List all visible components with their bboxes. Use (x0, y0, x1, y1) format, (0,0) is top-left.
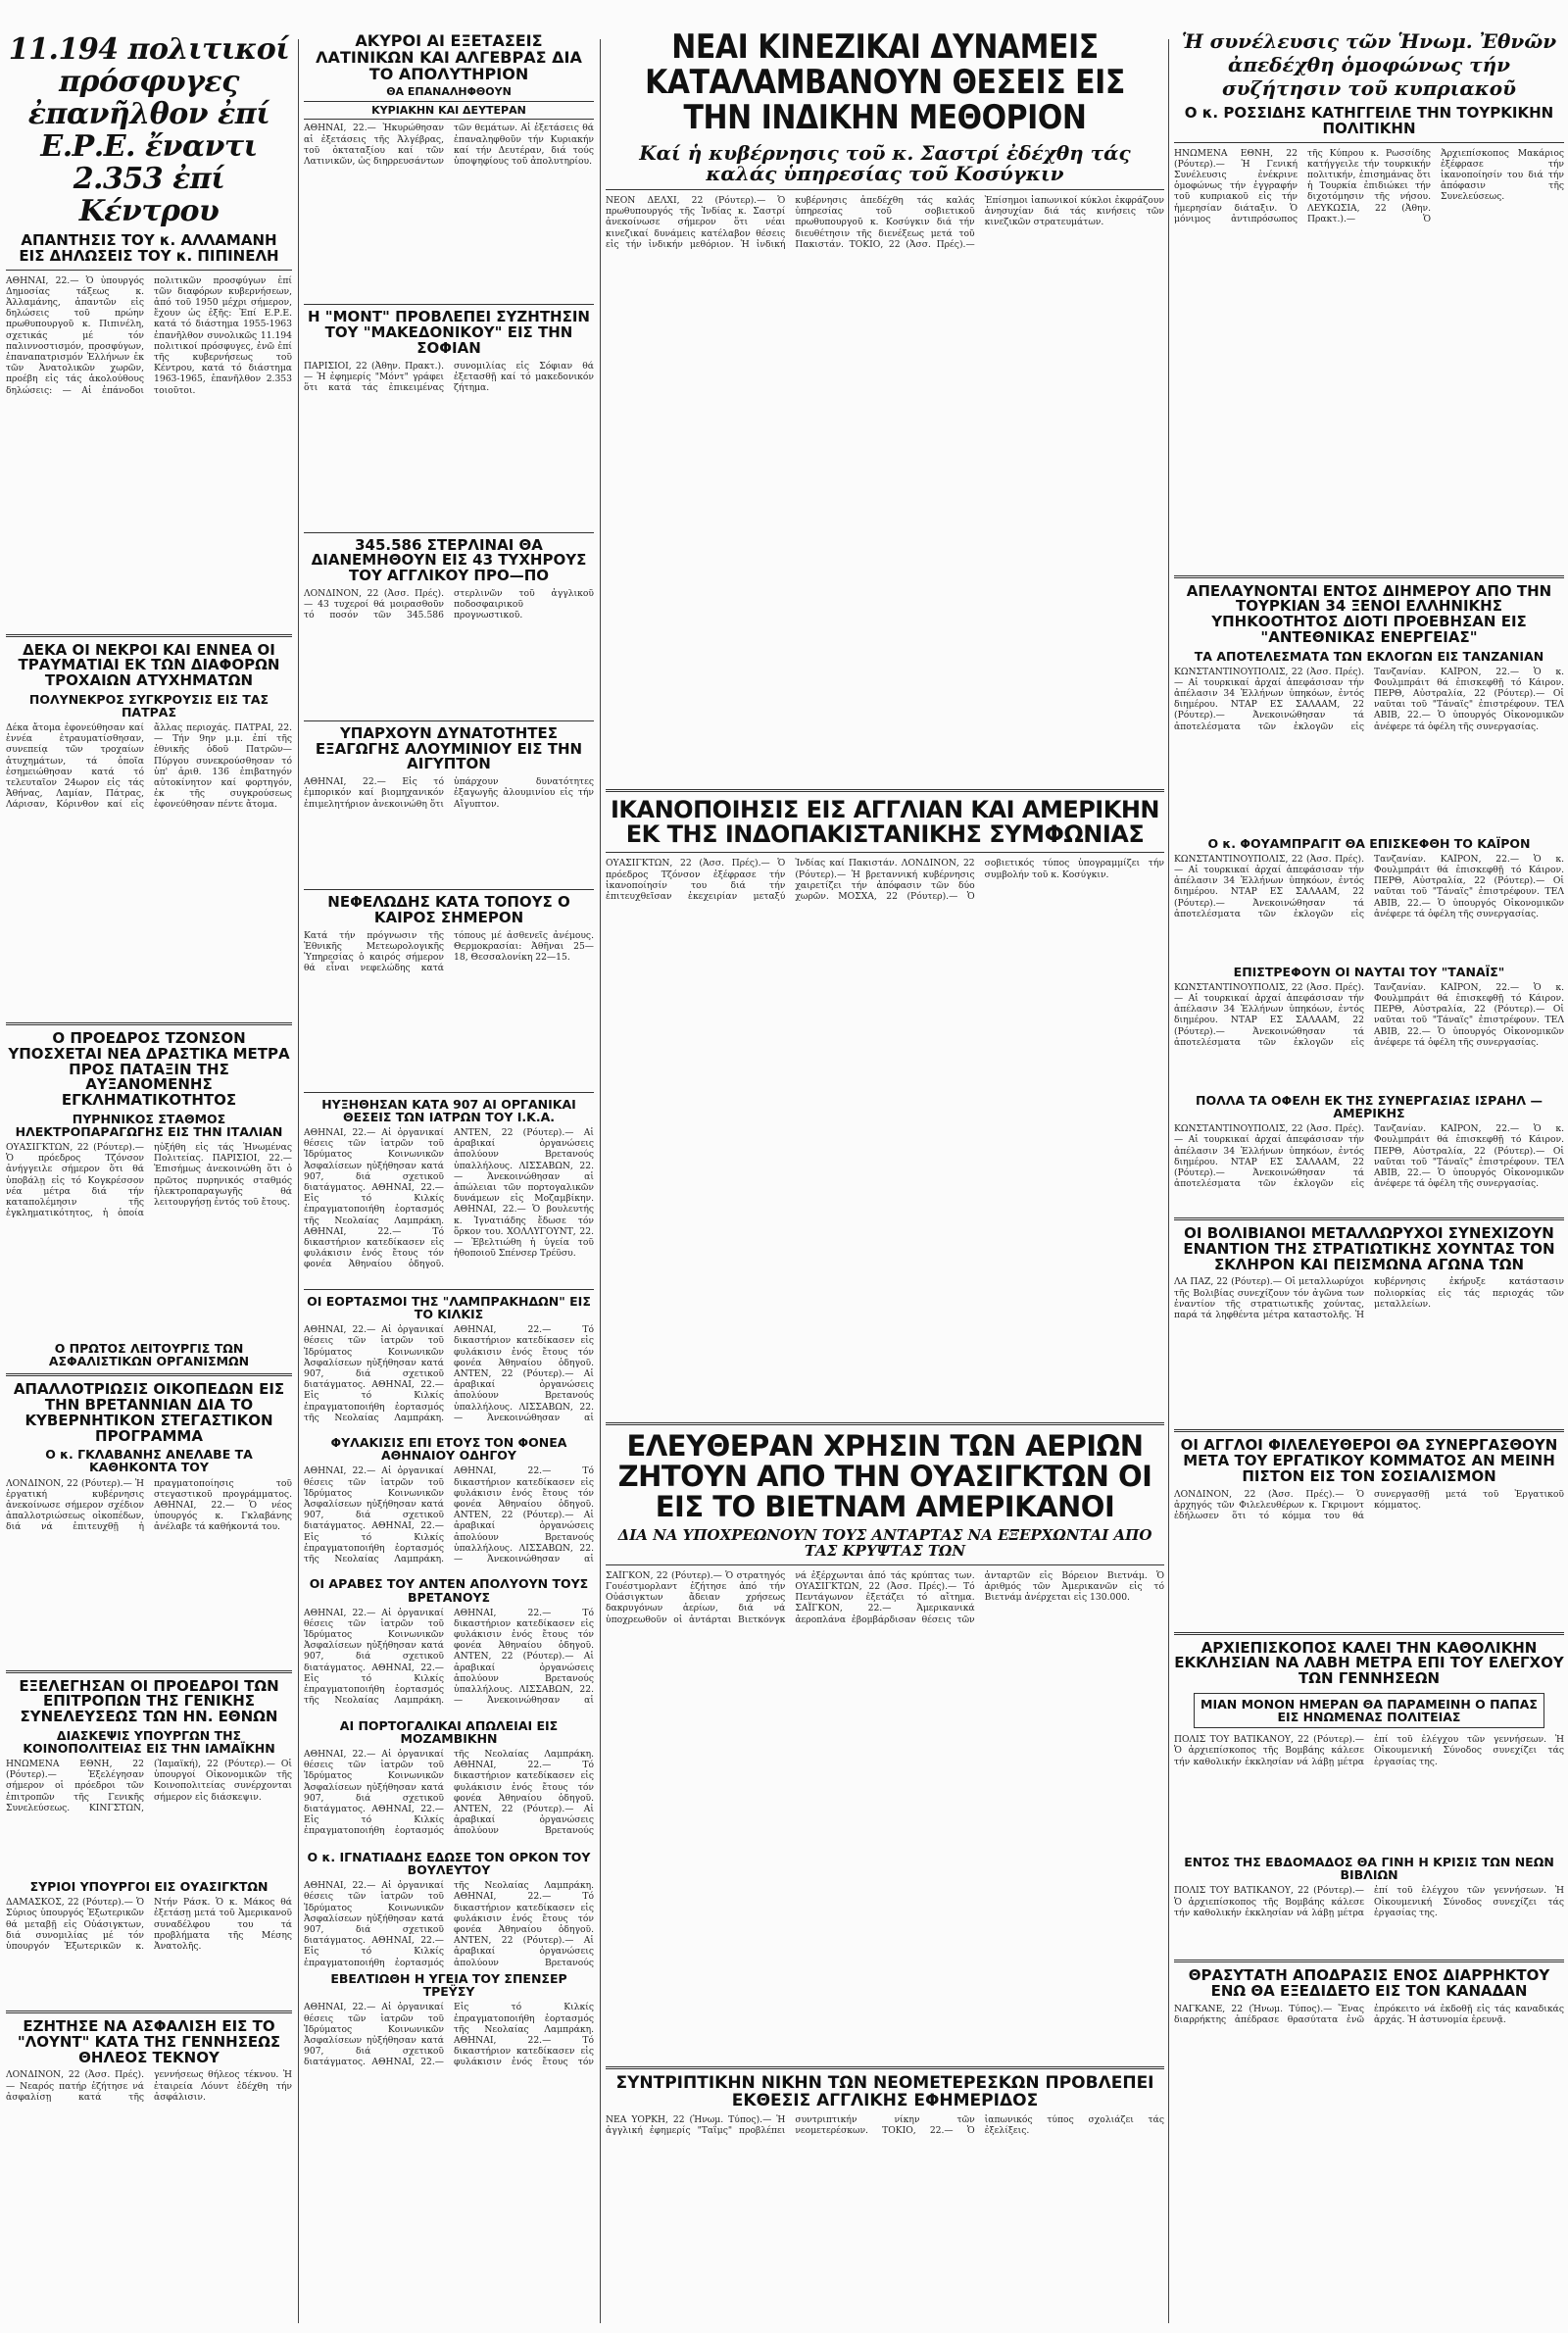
subheadline-tanais-sailors: ΕΠΙΣΤΡΕΦΟΥΝ ΟΙ ΝΑΥΤΑΙ ΤΟΥ "ΤΑΝΑΪΣ" (1233, 964, 1505, 979)
subheadline-tanzania-elections: ΤΑ ΑΠΟΤΕΛΕΣΜΑΤΑ ΤΩΝ ΕΚΛΟΓΩΝ ΕΙΣ ΤΑΝΖΑΝΙΑΝ (1194, 648, 1544, 664)
headline-pools-winners: 345.586 ΣΤΕΡΛΙΝΑΙ ΘΑ ΔΙΑΝΕΜΗΘΟΥΝ ΕΙΣ 43 ΤΥΧΗΡΟΥΣ ΤΟΥ ΑΓΓΛΙΚΟΥ ΠΡΟ—ΠΟ (311, 535, 587, 585)
article-text: ΛΟΝΔΙΝΟΝ, 22 (Ρόυτερ).— Ἡ ἐργατική κυβέρνησις ἀνεκοίνωσε σήμερον σχέδιον ἀπαλλοτριώσεως οἰκοπέδων, διά νά ἐπιτευχθῇ ἡ πραγματοποίησις τοῦ στεγαστικοῦ προγράμματος. ΑΘΗΝΑΙ, 22.— Ὁ νέος ὑπουργός κ. Γκλαβάνης ἀνέλαβε τά καθήκοντά του. (6, 1477, 292, 1533)
article-text: ΑΘΗΝΑΙ, 22.— Ἠκυρώθησαν αἱ ἐξετάσεις τῆς Ἀλγέβρας, τοῦ ὀκταταξίου καί τῶν Λατινικῶν, ὡς διηρρευσάντων τῶν θεμάτων. Αἱ ἐξετάσεις θά ἐπαναληφθοῦν τήν Κυριακήν καί τήν Δευτέραν, διά τούς ὑποψηφίους τοῦ ἀπολυτηρίου. (304, 123, 594, 167)
headline-exams-cancelled: ΑΚΥΡΟΙ ΑΙ ΕΞΕΤΑΣΕΙΣ ΛΑΤΙΝΙΚΩΝ ΚΑΙ ΑΛΓΕΒΡΑΣ ΔΙΑ ΤΟ ΑΠΟΛΥΤΗΡΙΟΝ (316, 31, 582, 83)
subheadline-pope-us-visit: ΜΙΑΝ ΜΟΝΟΝ ΗΜΕΡΑΝ ΘΑ ΠΑΡΑΜΕΙΝΗ Ο ΠΑΠΑΣ ΕΙΣ ΗΝΩΜΕΝΑΣ ΠΟΛΙΤΕΙΑΣ (1194, 1693, 1544, 1728)
article-text: ΑΘΗΝΑΙ, 22.— Αἱ ὀργανικαί θέσεις τῶν ἰατρῶν τοῦ Ἱδρύματος Κοινωνικῶν Ἀσφαλίσεων ηὐξήθησαν κατά 907, διά σχετικοῦ διατάγματος. ΑΘΗΝΑΙ, 22.— Εἰς τό Κιλκίς ἐπραγματοποιήθη ἑορτασμός τῆς Νεολαίας Λαμπράκη. ΑΘΗΝΑΙ, 22.— Τό δικαστήριον κατεδίκασεν εἰς φυλάκισιν ἑνός ἔτους τόν φονέα Ἀθηναίου ὁδηγοῦ. ΑΝΤΕΝ, 22 (Ρόυτερ).— Αἱ ἀραβικαί ὀργανώσεις ἀπολύουν Βρετανούς ὑπαλλήλους. ΛΙΣΣΑΒΩΝ, 22.— Ἀνεκοινώθησαν αἱ (304, 1465, 594, 1565)
article-text: ΗΝΩΜΕΝΑ ΕΘΝΗ, 22 (Ρόυτερ).— Ἐξελέγησαν σήμερον οἱ πρόεδροι τῶν ἐπιτροπῶν τῆς Γενικῆς Συνελεύσεως. ΚΙΝΓΣΤΩΝ, (Ἰαμαϊκή), 22 (Ρόυτερ).— Οἱ ὑπουργοί Οἰκονομικῶν τῆς Κοινοπολιτείας συνέρχονται σήμερον εἰς διάσκεψιν. (6, 1759, 292, 1813)
article-text: ΑΘΗΝΑΙ, 22.— Αἱ ὀργανικαί θέσεις τῶν ἰατρῶν τοῦ Ἱδρύματος Κοινωνικῶν Ἀσφαλίσεων ηὐξήθησαν κατά 907, διά σχετικοῦ διατάγματος. ΑΘΗΝΑΙ, 22.— Εἰς τό Κιλκίς ἐπραγματοποιήθη ἑορτασμός τῆς Νεολαίας Λαμπράκη. ΑΘΗΝΑΙ, 22.— Τό δικαστήριον κατεδίκασεν εἰς φυλάκισιν ἑνός ἔτους τόν φονέα Ἀθηναίου ὁδηγοῦ. ΑΝΤΕΝ, 22 (Ρόυτερ).— Αἱ ἀραβικαί ὀργανώσεις ἀπολύουν Βρετανούς (304, 1748, 594, 1837)
headline-tracy-health: ΕΒΕΛΤΙΩΘΗ Η ΥΓΕΙΑ ΤΟΥ ΣΠΕΝΣΕΡ ΤΡΕΫΣΥ (330, 1971, 567, 2000)
article-text: ΑΘΗΝΑΙ, 22.— Ὁ ὑπουργός Δημοσίας τάξεως κ. Ἀλλαμάνης, ἀπαντῶν εἰς δηλώσεις τοῦ πρώην πρωθυπουργοῦ κ. Πιπινέλη, σχετικάς μέ τόν παλιννοστισμόν, προσφύγων, ἐπαναπατρισμόν Ἑλλήνων ἐκ τῶν Ἀνατολικῶν χωρῶν, προέβη εἰς τάς ἀκολούθους δηλώσεις: — Αἱ ἐπάνοδοι πολιτικῶν προσφύγων ἐπί τῶν διαφόρων κυβερνήσεων, ἀπό τοῦ 1950 μέχρι σήμερον, ἔχουν ὡς ἑξῆς: Ἐπί Ε.Ρ.Ε. κατά τό διάστημα 1955-1963 ἐπανῆλθον συνολικῶς 11.194 πολιτικοί πρόσφυγες, ἐνῶ ἐπί τῆς κυβερνήσεως τοῦ Κέντρου, κατά τό διάστημα 1963-1965, ἐπανῆλθον 2.353 τοιοῦτοι. (6, 274, 292, 396)
column-2 (304, 0, 594, 2329)
article-text: ΟΥΑΣΙΓΚΤΩΝ, 22 (Ἀσσ. Πρές).— Ὁ πρόεδρος Τζόνσον ἐξέφρασε τήν ἱκανοποίησίν του διά τήν ἐπιτευχθεῖσαν ἐκεχειρίαν μεταξύ Ἰνδίας καί Πακιστάν. ΛΟΝΔΙΝΟΝ, 22 (Ρόυτερ).— Ἡ βρεταννική κυβέρνησις χαιρετίζει τήν ἀπόφασιν τῶν δύο χωρῶν. ΜΟΣΧΑ, 22 (Ρόυτερ).— Ὁ σοβιετικός τύπος ὑπογραμμίζει τήν συμβολήν τοῦ κ. Κοσύγκιν. (606, 858, 1164, 902)
article-text: ΑΘΗΝΑΙ, 22.— Εἰς τό ἐμπορικόν καί βιομηχανικόν ἐπιμελητήριον ἀνεκοινώθη ὅτι ὑπάρχουν δυνατότητες ἐξαγωγῆς ἀλουμινίου εἰς τήν Αἴγυπτον. (304, 776, 594, 810)
article-text: ΑΘΗΝΑΙ, 22.— Αἱ ὀργανικαί θέσεις τῶν ἰατρῶν τοῦ Ἱδρύματος Κοινωνικῶν Ἀσφαλίσεων ηὐξήθησαν κατά 907, διά σχετικοῦ διατάγματος. ΑΘΗΝΑΙ, 22.— Εἰς τό Κιλκίς ἐπραγματοποιήθη ἑορτασμός τῆς Νεολαίας Λαμπράκη. ΑΘΗΝΑΙ, 22.— Τό δικαστήριον κατεδίκασεν εἰς φυλάκισιν ἑνός ἔτους τόν φονέα Ἀθηναίου ὁδηγοῦ. ΑΝΤΕΝ, 22 (Ρόυτερ).— Αἱ ἀραβικαί ὀργανώσεις ἀπολύουν Βρετανούς ὑπαλλήλους. ΛΙΣΣΑΒΩΝ, 22.— Ἀνεκοινώθησαν αἱ (304, 1324, 594, 1423)
article-text: ΛΟΝΔΙΝΟΝ, 22 (Ἀσσ. Πρές).— Ὁ ἀρχηγός τῶν Φιλελευθέρων κ. Γκριμοντ ἐδήλωσεν ὅτι τό κόμμα του θά συνεργασθῇ μετά τοῦ Ἐργατικοῦ κόμματος. (1174, 1488, 1564, 1522)
column-4 (1174, 0, 1564, 2329)
article-text: ΔΑΜΑΣΚΟΣ, 22 (Ρόυτερ).— Ὁ Σύριος ὑπουργός Ἐξωτερικῶν θά μεταβῇ εἰς Οὐάσιγκτων, διά συνομιλίας μέ τόν ὑπουργόν Ἐξωτερικῶν κ. Ντήν Ράσκ. Ὁ κ. Μάκος θά ἐξετάσῃ μετά τοῦ Ἀμερικανοῦ συναδέλφου του τά προβλήματα τῆς Μέσης Ἀνατολῆς. (6, 1897, 292, 1952)
headline-portuguese-losses: ΑΙ ΠΟΡΤΟΓΑΛΙΚΑΙ ΑΠΩΛΕΙΑΙ ΕΙΣ ΜΟΖΑΜΒΙΚΗΝ (339, 1717, 559, 1746)
subheadline-patras-crash: ΠΟΛΥΝΕΚΡΟΣ ΣΥΓΚΡΟΥΣΙΣ ΕΙΣ ΤΑΣ ΠΑΤΡΑΣ (28, 691, 270, 720)
headline-johnson-crime: Ο ΠΡΟΕΔΡΟΣ ΤΖΟΝΣΟΝ ΥΠΟΣΧΕΤΑΙ ΝΕΑ ΔΡΑΣΤΙΚΑ ΜΕΤΡΑ ΠΡΟΣ ΠΑΤΑΞΙΝ ΤΗΣ ΑΥΞΑΝΟΜΕΝΗΣ ΕΓΚΛΗΜΑΤΙΚΟΤΗΤΟΣ (8, 1029, 290, 1109)
article-text: ΑΘΗΝΑΙ, 22.— Αἱ ὀργανικαί θέσεις τῶν ἰατρῶν τοῦ Ἱδρύματος Κοινωνικῶν Ἀσφαλίσεων ηὐξήθησαν κατά 907, διά σχετικοῦ διατάγματος. ΑΘΗΝΑΙ, 22.— Εἰς τό Κιλκίς ἐπραγματοποιήθη ἑορτασμός τῆς Νεολαίας Λαμπράκη. ΑΘΗΝΑΙ, 22.— Τό δικαστήριον κατεδίκασεν εἰς φυλάκισιν ἑνός ἔτους τόν φονέα Ἀθηναίου ὁδηγοῦ. ΑΝΤΕΝ, 22 (Ρόυτερ).— Αἱ ἀραβικαί ὀργανώσεις ἀπολύουν Βρετανούς (304, 1880, 594, 1968)
headline-british-liberals: ΟΙ ΑΓΓΛΟΙ ΦΙΛΕΛΕΥΘΕΡΟΙ ΘΑ ΣΥΝΕΡΓΑΣΘΟΥΝ ΜΕΤΑ ΤΟΥ ΕΡΓΑΤΙΚΟΥ ΚΟΜΜΑΤΟΣ ΑΝ ΜΕΙΝΗ ΠΙΣΤΟΝ ΕΙΣ ΤΟΝ ΣΟΣΙΑΛΙΣΜΟΝ (1180, 1436, 1558, 1485)
article-text: ΟΥΑΣΙΓΚΤΩΝ, 22 (Ρόυτερ).— Ὁ πρόεδρος Τζόνσον ἀνήγγειλε σήμερον ὅτι θά ὑποβάλῃ εἰς τό Κογκρέσσον νέα μέτρα διά τήν καταπολέμησιν τῆς ἐγκληματικότητος, ἡ ὁποία ηὐξήθη εἰς τάς Ἡνωμένας Πολιτείας. ΠΑΡΙΣΙΟΙ, 22.— Ἐπισήμως ἀνεκοινώθη ὅτι ὁ πρῶτος πυρηνικός σταθμός ἠλεκτροπαραγωγῆς θά λειτουργήσῃ ἐντός τοῦ ἔτους. (6, 1142, 292, 1219)
headline-burglar-escape: ΘΡΑΣΥΤΑΤΗ ΑΠΟΔΡΑΣΙΣ ΕΝΟΣ ΔΙΑΡΡΗΚΤΟΥ ΕΝΩ ΘΑ ΕΞΕΔΙΔΕΤΟ ΕΙΣ ΤΟΝ ΚΑΝΑΔΑΝ (1188, 1966, 1550, 2001)
subheadline-shastri-kosygin: Καί ἡ κυβέρνησις τοῦ κ. Σαστρί ἐδέχθη τάς καλάς ὑπηρεσίας τοῦ Κοσύγκιν (639, 141, 1131, 185)
headline-un-committees: ΕΞΕΛΕΓΗΣΑΝ ΟΙ ΠΡΟΕΔΡΟΙ ΤΩΝ ΕΠΙΤΡΟΠΩΝ ΤΗΣ ΓΕΝΙΚΗΣ ΣΥΝΕΛΕΥΣΕΩΣ ΤΩΝ ΗΝ. ΕΘΝΩΝ (19, 1676, 279, 1725)
article-text: ΚΩΝΣΤΑΝΤΙΝΟΥΠΟΛΙΣ, 22 (Ἀσσ. Πρές).— Αἱ τουρκικαί ἀρχαί ἀπεφάσισαν τήν ἀπέλασιν 34 Ἑλλήνων ὑπηκόων, ἐντός διημέρου. ΝΤΑΡ ΕΣ ΣΑΛΑΑΜ, 22 (Ρόυτερ).— Ἀνεκοινώθησαν τά ἀποτελέσματα τῶν ἐκλογῶν εἰς Τανζανίαν. ΚΑΪΡΟΝ, 22.— Ὁ κ. Φουλμπράιτ θά ἐπισκεφθῇ τό Κάιρον. ΠΕΡΘ, Αὐστραλία, 22 (Ρόυτερ).— Οἱ ναῦται τοῦ "Τάναϊς" ἐπιστρέφουν. ΤΕΛ ΑΒΙΒ, 22.— Ὁ ὑπουργός Οἰκονομικῶν ἀνέφερε τά ὀφέλη τῆς συνεργασίας. (1174, 981, 1564, 1048)
headline-archbishop-birth-control: ΑΡΧΙΕΠΙΣΚΟΠΟΣ ΚΑΛΕΙ ΤΗΝ ΚΑΘΟΛΙΚΗΝ ΕΚΚΛΗΣΙΑΝ ΝΑ ΛΑΒΗ ΜΕΤΡΑ ΕΠΙ ΤΟΥ ΕΛΕΓΧΟΥ ΤΩΝ ΓΕΝΝΗΣΕΩΝ (1174, 1638, 1564, 1688)
subheadline-repeat: ΘΑ ΕΠΑΝΑΛΗΦΘΟΥΝ (386, 85, 512, 99)
column-rule (298, 39, 299, 2323)
headline-traffic-accidents: ΔΕΚΑ ΟΙ ΝΕΚΡΟΙ ΚΑΙ ΕΝΝΕΑ ΟΙ ΤΡΑΥΜΑΤΙΑΙ ΕΚ ΤΩΝ ΔΙΑΦΟΡΩΝ ΤΡΟΧΑΙΩΝ ΑΤΥΧΗΜΑΤΩΝ (18, 640, 280, 689)
headline-newspaper-prediction: ΣΥΝΤΡΙΠΤΙΚΗΝ ΝΙΚΗΝ ΤΩΝ ΝΕΟΜΕΤΕΡΕΣΚΩΝ ΠΡΟΒΛΕΠΕΙ ΕΚΘΕΣΙΣ ΑΓΓΛΙΚΗΣ ΕΦΗΜΕΡΙΔΟΣ (615, 2072, 1154, 2110)
subheadline-sunday-monday: ΚΥΡΙΑΚΗΝ ΚΑΙ ΔΕΥΤΕΡΑΝ (304, 101, 594, 120)
article-text: ΗΝΩΜΕΝΑ ΕΘΝΗ, 22 (Ρόυτερ).— Ἡ Γενική Συνέλευσις ἐνέκρινε ὁμοφώνως τήν ἐγγραφήν τοῦ κυπριακοῦ εἰς τήν ἡμερησίαν διάταξιν. Ὁ μόνιμος ἀντιπρόσωπος τῆς Κύπρου κ. Ρωσσίδης κατήγγειλε τήν τουρκικήν πολιτικήν, ἐπισημάνας ὅτι ἡ Τουρκία ἐπιδιώκει τήν διχοτόμησιν τῆς νήσου. ΛΕΥΚΩΣΙΑ, 22 (Ἀθην. Πρακτ.).— Ὁ Ἀρχιεπίσκοπος Μακάριος ἐξέφρασε τήν ἱκανοποίησίν του διά τήν ἀπόφασιν τῆς Συνελεύσεως. (1174, 147, 1564, 224)
headline-lloyds-insurance: ΕΖΗΤΗΣΕ ΝΑ ΑΣΦΑΛΙΣΗ ΕΙΣ ΤΟ "ΛΟΥΝΤ" ΚΑΤΑ ΤΗΣ ΓΕΝΝΗΣΕΩΣ ΘΗΛΕΟΣ ΤΕΚΝΟΥ (17, 2017, 281, 2066)
subheadline-guerrillas: ΔΙΑ ΝΑ ΥΠΟΧΡΕΩΝΟΥΝ ΤΟΥΣ ΑΝΤΑΡΤΑΣ ΝΑ ΕΞΕΡΧΩΝΤΑΙ ΑΠΟ ΤΑΣ ΚΡΥΨΤΑΣ ΤΩΝ (617, 1526, 1152, 1561)
subheadline-new-books: ΕΝΤΟΣ ΤΗΣ ΕΒΔΟΜΑΔΟΣ ΘΑ ΓΙΝΗ Η ΚΡΙΣΙΣ ΤΩΝ ΝΕΩΝ ΒΙΒΛΙΩΝ (1184, 1855, 1554, 1883)
article-text: ΝΕΟΝ ΔΕΛΧΙ, 22 (Ρόυτερ).— Ὁ πρωθυπουργός τῆς Ἰνδίας κ. Σαστρί ἀνεκοίνωσε σήμερον ὅτι νέαι κινεζικαί δυνάμεις κατέλαβον θέσεις εἰς τήν ἰνδικήν μεθόριον. Ἡ ἰνδική κυβέρνησις ἀπεδέχθη τάς καλάς ὑπηρεσίας τοῦ σοβιετικοῦ πρωθυπουργοῦ κ. Κοσύγκιν διά τήν διευθέτησιν τῆς διενέξεως μετά τοῦ Πακιστάν. ΤΟΚΙΟ, 22 (Ἀσσ. Πρές).— Ἐπίσημοι ἰαπωνικοί κύκλοι ἐκφράζουν ἀνησυχίαν διά τάς κινήσεις τῶν κινεζικῶν στρατευμάτων. (606, 195, 1164, 250)
article-text: Δέκα ἄτομα ἐφονεύθησαν καί ἐννέα ἐτραυματίσθησαν, συνεπείᾳ τῶν τροχαίων ἀτυχημάτων, τά ὁποῖα ἐσημειώθησαν κατά τό τελευταῖον 24ωρον εἰς τάς Ἀθήνας, Λαμίαν, Πάτρας, Λάρισαν, Κόρινθον καί εἰς ἄλλας περιοχάς. ΠΑΤΡΑΙ, 22.— Τήν 9ην μ.μ. ἐπί τῆς ἐθνικῆς ὁδοῦ Πατρῶν—Πύργου συνεκρούσθησαν τό ὑπ' ἀριθ. 136 ἐπιβατηγόν αὐτοκίνητον καί φορτηγόν, ἐκ τῆς συγκρούσεως ἐφονεύθησαν πέντε ἄτομα. (6, 722, 292, 811)
headline-bolivian-miners: ΟΙ ΒΟΛΙΒΙΑΝΟΙ ΜΕΤΑΛΛΩΡΥΧΟΙ ΣΥΝΕΧΙΖΟΥΝ ΕΝΑΝΤΙΟΝ ΤΗΣ ΣΤΡΑΤΙΩΤΙΚΗΣ ΧΟΥΝΤΑΣ ΤΟΝ ΣΚΛΗΡΟΝ ΚΑΙ ΠΕΙΣΜΩΝΑ ΑΓΩΝΑ ΤΩΝ (1183, 1224, 1555, 1273)
headline-aluminium-egypt: ΥΠΑΡΧΟΥΝ ΔΥΝΑΤΟΤΗΤΕΣ ΕΞΑΓΩΓΗΣ ΑΛΟΥΜΙΝΙΟΥ ΕΙΣ ΤΗΝ ΑΙΓΥΠΤΟΝ (315, 723, 583, 773)
article-text: ΣΑΪΓΚΟΝ, 22 (Ρόυτερ).— Ὁ στρατηγός Γουέστμορλαντ ἐζήτησε ἀπό τήν Οὐάσιγκτων ἄδειαν χρήσεως δακρυγόνων ἀερίων, διά νά ὑποχρεωθοῦν οἱ ἀντάρται Βιετκόνγκ νά ἐξέρχωνται ἀπό τάς κρύπτας των. ΟΥΑΣΙΓΚΤΩΝ, 22 (Ἀσσ. Πρές).— Τό Πεντάγωνον ἐξετάζει τό αἴτημα. ΣΑΪΓΚΟΝ, 22.— Ἀμερικανικά ἀεροπλάνα ἐβομβάρδισαν θέσεις τῶν ἀνταρτῶν εἰς Βόρειον Βιετνάμ. Ὁ ἀριθμός τῶν Ἀμερικανῶν εἰς τό Βιετνάμ ἀνέρχεται εἰς 130.000. (606, 1569, 1164, 1625)
subheadline-rossides: Ο κ. ΡΟΣΣΙΔΗΣ ΚΑΤΗΓΓΕΙΛΕ ΤΗΝ ΤΟΥΡΚΙΚΗΝ ΠΟΛΙΤΙΚΗΝ (1184, 104, 1554, 137)
headline-ika-doctors: ΗΥΞΗΘΗΣΑΝ ΚΑΤΑ 907 ΑΙ ΟΡΓΑΝΙΚΑΙ ΘΕΣΕΙΣ ΤΩΝ ΙΑΤΡΩΝ ΤΟΥ Ι.Κ.Α. (321, 1096, 576, 1124)
subheadline-fulbright-cairo: Ο κ. ΦΟΥΑΜΠΡΑΓΙΤ ΘΑ ΕΠΙΣΚΕΦΘΗ ΤΟ ΚΑΪΡΟΝ (1207, 835, 1531, 851)
headline-vietnam-gas: ΕΛΕΥΘΕΡΑΝ ΧΡΗΣΙΝ ΤΩΝ ΑΕΡΙΩΝ ΖΗΤΟΥΝ ΑΠΟ ΤΗΝ ΟΥΑΣΙΓΚΤΩΝ ΟΙ ΕΙΣ ΤΟ ΒΙΕΤΝΑΜ ΑΜΕΡΙΚΑΝΟΙ (617, 1429, 1152, 1524)
article-text: ΑΘΗΝΑΙ, 22.— Αἱ ὀργανικαί θέσεις τῶν ἰατρῶν τοῦ Ἱδρύματος Κοινωνικῶν Ἀσφαλίσεων ηὐξήθησαν κατά 907, διά σχετικοῦ διατάγματος. ΑΘΗΝΑΙ, 22.— Εἰς τό Κιλκίς ἐπραγματοποιήθη ἑορτασμός τῆς Νεολαίας Λαμπράκη. ΑΘΗΝΑΙ, 22.— Τό δικαστήριον κατεδίκασεν εἰς φυλάκισιν ἑνός ἔτους τόν φονέα Ἀθηναίου ὁδηγοῦ. ΑΝΤΕΝ, 22 (Ρόυτερ).— Αἱ ἀραβικαί ὀργανώσεις ἀπολύουν Βρετανούς ὑπαλλήλους. ΛΙΣΣΑΒΩΝ, 22.— Ἀνεκοινώθησαν αἱ ἀπώλειαι τῶν πορτογαλικῶν δυνάμεων εἰς Μοζαμβίκην. ΑΘΗΝΑΙ, 22.— Ὁ βουλευτής κ. Ἰγνατιάδης ἔδωσε τόν ὅρκον του. ΧΟΛΛΥΓΟΥΝΤ, 22.— Ἐβελτιώθη ἡ ὑγεία τοῦ ἠθοποιοῦ Σπένσερ Τρέϋσυ. (304, 1126, 594, 1270)
article-text: ΝΑΓΚΑΝΕ, 22 (Ἡνωμ. Τύπος).— Ἕνας διαρρήκτης ἀπέδρασε θρασύτατα ἐνῶ ἐπρόκειτο νά ἐκδοθῇ εἰς τάς καναδικάς ἀρχάς. Ἡ ἀστυνομία ἐρευνᾷ. (1174, 2003, 1564, 2026)
headline-expulsions-turkey: ΑΠΕΛΑΥΝΟΝΤΑΙ ΕΝΤΟΣ ΔΙΗΜΕΡΟΥ ΑΠΟ ΤΗΝ ΤΟΥΡΚΙΑΝ 34 ΞΕΝΟΙ ΕΛΛΗΝΙΚΗΣ ΥΠΗΚΟΟΤΗΤΟΣ ΔΙΟΤΙ ΠΡΟΕΒΗΣΑΝ ΕΙΣ "ΑΝΤΕΘΝΙΚΑΣ ΕΝΕΡΓΕΙΑΣ" (1186, 581, 1552, 646)
subheadline-glavanis: Ο κ. ΓΚΛΑΒΑΝΗΣ ΑΝΕΛΑΒΕ ΤΑ ΚΑΘΗΚΟΝΤΑ ΤΟΥ (45, 1447, 253, 1475)
headline-ignatiadis-oath: Ο κ. ΙΓΝΑΤΙΑΔΗΣ ΕΔΩΣΕ ΤΟΝ ΟΡΚΟΝ ΤΟΥ ΒΟΥΛΕΥΤΟΥ (307, 1849, 591, 1878)
subheadline-insurance: Ο ΠΡΩΤΟΣ ΛΕΙΤΟΥΡΓΙΣ ΤΩΝ ΑΣΦΑΛΙΣΤΙΚΩΝ ΟΡΓΑΝΙΣΜΩΝ (48, 1341, 250, 1369)
subheadline-israel-america: ΠΟΛΛΑ ΤΑ ΟΦΕΛΗ ΕΚ ΤΗΣ ΣΥΝΕΡΓΑΣΙΑΣ ΙΣΡΑΗΛ — ΑΜΕΡΙΚΗΣ (1196, 1092, 1543, 1120)
article-text: ΑΘΗΝΑΙ, 22.— Αἱ ὀργανικαί θέσεις τῶν ἰατρῶν τοῦ Ἱδρύματος Κοινωνικῶν Ἀσφαλίσεων ηὐξήθησαν κατά 907, διά σχετικοῦ διατάγματος. ΑΘΗΝΑΙ, 22.— Εἰς τό Κιλκίς ἐπραγματοποιήθη ἑορτασμός τῆς Νεολαίας Λαμπράκη. ΑΘΗΝΑΙ, 22.— Τό δικαστήριον κατεδίκασεν εἰς φυλάκισιν ἑνός ἔτους τόν φονέα Ἀθηναίου ὁδηγοῦ. ΑΝΤΕΝ, 22 (Ρόυτερ).— Αἱ ἀραβικαί ὀργανώσεις ἀπολύουν Βρετανούς ὑπαλλήλους. ΛΙΣΣΑΒΩΝ, 22.— Ἀνεκοινώθησαν αἱ (304, 1607, 594, 1707)
article-text: ΛΟΝΔΙΝΟΝ, 22 (Ἀσσ. Πρές).— Νεαρός πατήρ ἐζήτησε νά ἀσφαλίσῃ κατά τῆς γεννήσεως θήλεος τέκνου. Ἡ ἑταιρεία Λόυντ ἐδέχθη τήν ἀσφάλισιν. (6, 2069, 292, 2103)
subheadline-jamaica: ΔΙΑΣΚΕΨΙΣ ΥΠΟΥΡΓΩΝ ΤΗΣ ΚΟΙΝΟΠΟΛΙΤΕΙΑΣ ΕΙΣ ΤΗΝ ΙΑΜΑΪΚΗΝ (23, 1727, 275, 1756)
lead-headline-cyprus-un: Ἡ συνέλευσις τῶν Ἡνωμ. Ἐθνῶν ἀπεδέχθη ὁμοφώνως τήν συζήτησιν τοῦ κυπριακοῦ (1181, 29, 1557, 100)
headline-driver-killer: ΦΥΛΑΚΙΣΙΣ ΕΠΙ ΕΤΟΥΣ ΤΟΝ ΦΟΝΕΑ ΑΘΗΝΑΙΟΥ ΟΔΗΓΟΥ (330, 1435, 567, 1464)
article-text: ΠΟΛΙΣ ΤΟΥ ΒΑΤΙΚΑΝΟΥ, 22 (Ρόυτερ).— Ὁ ἀρχιεπίσκοπος τῆς Βομβάης κάλεσε τήν καθολικήν ἐκκλησίαν νά λάβῃ μέτρα ἐπί τοῦ ἐλέγχου τῶν γεννήσεων. Ἡ Οἰκουμενική Σύνοδος συνεχίζει τάς ἐργασίας της. (1174, 1734, 1564, 1767)
article-text: ΛΑ ΠΑΖ, 22 (Ρόυτερ).— Οἱ μεταλλωρύχοι τῆς Βολιβίας συνεχίζουν τόν ἀγῶνα των ἐναντίον τῆς στρατιωτικῆς χούντας, παρά τά ληφθέντα μέτρα καταστολῆς. Ἡ κυβέρνησις ἐκήρυξε κατάστασιν πολιορκίας εἰς τάς περιοχάς τῶν μεταλλείων. (1174, 1276, 1564, 1320)
article-text: Κατά τήν πρόγνωσιν τῆς Ἐθνικῆς Μετεωρολογικῆς Ὑπηρεσίας ὁ καιρός σήμερον θά εἶναι νεφελώδης κατά τόπους μέ ἀσθενεῖς ἀνέμους. Θερμοκρασίαι: Ἀθῆναι 25—18, Θεσσαλονίκη 22—15. (304, 929, 594, 974)
headline-lambrakides-kilkis: ΟΙ ΕΟΡΤΑΣΜΟΙ ΤΗΣ "ΛΑΜΠΡΑΚΗΔΩΝ" ΕΙΣ ΤΟ ΚΙΛΚΙΣ (307, 1293, 591, 1322)
headline-le-monde-macedonia: Η "ΜΟΝΤ" ΠΡΟΒΛΕΠΕΙ ΣΥΖΗΤΗΣΙΝ ΤΟΥ "ΜΑΚΕΔΟΝΙΚΟΥ" ΕΙΣ ΤΗΝ ΣΟΦΙΑΝ (308, 308, 590, 357)
article-text: ΝΕΑ ΥΟΡΚΗ, 22 (Ἡνωμ. Τύπος).— Ἡ ἀγγλική ἐφημερίς "Ταΐμς" προβλέπει συντριπτικήν νίκην τῶν νεομετερέσκων. ΤΟΚΙΟ, 22.— Ὁ ἰαπωνικός τύπος σχολιάζει τάς ἐξελίξεις. (606, 2113, 1164, 2136)
column-3 (606, 0, 1164, 2329)
article-text: ΚΩΝΣΤΑΝΤΙΝΟΥΠΟΛΙΣ, 22 (Ἀσσ. Πρές).— Αἱ τουρκικαί ἀρχαί ἀπεφάσισαν τήν ἀπέλασιν 34 Ἑλλήνων ὑπηκόων, ἐντός διημέρου. ΝΤΑΡ ΕΣ ΣΑΛΑΑΜ, 22 (Ρόυτερ).— Ἀνεκοινώθησαν τά ἀποτελέσματα τῶν ἐκλογῶν εἰς Τανζανίαν. ΚΑΪΡΟΝ, 22.— Ὁ κ. Φουλμπράιτ θά ἐπισκεφθῇ τό Κάιρον. ΠΕΡΘ, Αὐστραλία, 22 (Ρόυτερ).— Οἱ ναῦται τοῦ "Τάναϊς" ἐπιστρέφουν. ΤΕΛ ΑΒΙΒ, 22.— Ὁ ὑπουργός Οἰκονομικῶν ἀνέφερε τά ὀφέλη τῆς συνεργασίας. (1174, 1123, 1564, 1190)
column-1 (6, 0, 292, 2329)
column-rule (1168, 39, 1169, 2323)
headline-britain-housing: ΑΠΑΛΛΟΤΡΙΩΣΙΣ ΟΙΚΟΠΕΔΩΝ ΕΙΣ ΤΗΝ ΒΡΕΤΑΝΝΙΑΝ ΔΙΑ ΤΟ ΚΥΒΕΡΝΗΤΙΚΟΝ ΣΤΕΓΑΣΤΙΚΟΝ ΠΡΟΓΡΑΜΜΑ (13, 1380, 285, 1445)
subheadline-allamanis: ΑΠΑΝΤΗΣΙΣ ΤΟΥ κ. ΑΛΛΑΜΑΝΗ ΕΙΣ ΔΗΛΩΣΕΙΣ ΤΟΥ κ. ΠΙΠΙΝΕΛΗ (19, 231, 279, 265)
article-text: ΠΑΡΙΣΙΟΙ, 22 (Ἀθην. Πρακτ.).— Ἡ ἐφημερίς "Μόντ" γράφει ὅτι κατά τάς ἐπικειμένας συνομιλίας εἰς Σόφιαν θά ἐξετασθῇ καί τό μακεδονικόν ζήτημα. (304, 360, 594, 394)
article-text: ΑΘΗΝΑΙ, 22.— Αἱ ὀργανικαί θέσεις τῶν ἰατρῶν τοῦ Ἱδρύματος Κοινωνικῶν Ἀσφαλίσεων ηὐξήθησαν κατά 907, διά σχετικοῦ διατάγματος. ΑΘΗΝΑΙ, 22.— Εἰς τό Κιλκίς ἐπραγματοποιήθη ἑορτασμός τῆς Νεολαίας Λαμπράκη. ΑΘΗΝΑΙ, 22.— Τό δικαστήριον κατεδίκασεν εἰς φυλάκισιν ἑνός ἔτους τόν (304, 2002, 594, 2068)
headline-weather: ΝΕΦΕΛΩΔΗΣ ΚΑΤΑ ΤΟΠΟΥΣ Ο ΚΑΙΡΟΣ ΣΗΜΕΡΟΝ (327, 893, 570, 926)
headline-aden-arabs: ΟΙ ΑΡΑΒΕΣ ΤΟΥ ΑΝΤΕΝ ΑΠΟΛΥΟΥΝ ΤΟΥΣ ΒΡΕΤΑΝΟΥΣ (309, 1576, 589, 1605)
article-text: ΚΩΝΣΤΑΝΤΙΝΟΥΠΟΛΙΣ, 22 (Ἀσσ. Πρές).— Αἱ τουρκικαί ἀρχαί ἀπεφάσισαν τήν ἀπέλασιν 34 Ἑλλήνων ὑπηκόων, ἐντός διημέρου. ΝΤΑΡ ΕΣ ΣΑΛΑΑΜ, 22 (Ρόυτερ).— Ἀνεκοινώθησαν τά ἀποτελέσματα τῶν ἐκλογῶν εἰς Τανζανίαν. ΚΑΪΡΟΝ, 22.— Ὁ κ. Φουλμπράιτ θά ἐπισκεφθῇ τό Κάιρον. ΠΕΡΘ, Αὐστραλία, 22 (Ρόυτερ).— Οἱ ναῦται τοῦ "Τάναϊς" ἐπιστρέφουν. ΤΕΛ ΑΒΙΒ, 22.— Ὁ ὑπουργός Οἰκονομικῶν ἀνέφερε τά ὀφέλη τῆς συνεργασίας. (1174, 666, 1564, 732)
column-rule (600, 39, 601, 2323)
article-text: ΠΟΛΙΣ ΤΟΥ ΒΑΤΙΚΑΝΟΥ, 22 (Ρόυτερ).— Ὁ ἀρχιεπίσκοπος τῆς Βομβάης κάλεσε τήν καθολικήν ἐκκλησίαν νά λάβῃ μέτρα ἐπί τοῦ ἐλέγχου τῶν γεννήσεων. Ἡ Οἰκουμενική Σύνοδος συνεχίζει τάς ἐργασίας της. (1174, 1885, 1564, 1918)
lead-headline-chinese-forces: ΝΕΑΙ ΚΙΝΕΖΙΚΑΙ ΔΥΝΑΜΕΙΣ ΚΑΤΑΛΑΜΒΑΝΟΥΝ ΘΕΣΕΙΣ ΕΙΣ ΤΗΝ ΙΝΔΙΚΗΝ ΜΕΘΟΡΙΟΝ (645, 27, 1125, 137)
subheadline-nuclear-station: ΠΥΡΗΝΙΚΟΣ ΣΤΑΘΜΟΣ ΗΛΕΚΤΡΟΠΑΡΑΓΩΓΗΣ ΕΙΣ ΤΗΝ ΙΤΑΛΙΑΝ (15, 1111, 283, 1139)
headline-india-pakistan-agreement: ΙΚΑΝΟΠΟΙΗΣΙΣ ΕΙΣ ΑΓΓΛΙΑΝ ΚΑΙ ΑΜΕΡΙΚΗΝ ΕΚ ΤΗΣ ΙΝΔΟΠΑΚΙΣΤΑΝΙΚΗΣ ΣΥΜΦΩΝΙΑΣ (610, 796, 1160, 849)
lead-headline-refugees: 11.194 πολιτικοί πρόσφυγες ἐπανῆλθον ἐπί Ε.Ρ.Ε. ἔναντι 2.353 ἐπί Κέντρου (8, 32, 290, 228)
subheadline-syrian-ministers: ΣΥΡΙΟΙ ΥΠΟΥΡΓΟΙ ΕΙΣ ΟΥΑΣΙΓΚΤΩΝ (29, 1879, 269, 1894)
article-text: ΚΩΝΣΤΑΝΤΙΝΟΥΠΟΛΙΣ, 22 (Ἀσσ. Πρές).— Αἱ τουρκικαί ἀρχαί ἀπεφάσισαν τήν ἀπέλασιν 34 Ἑλλήνων ὑπηκόων, ἐντός διημέρου. ΝΤΑΡ ΕΣ ΣΑΛΑΑΜ, 22 (Ρόυτερ).— Ἀνεκοινώθησαν τά ἀποτελέσματα τῶν ἐκλογῶν εἰς Τανζανίαν. ΚΑΪΡΟΝ, 22.— Ὁ κ. Φουλμπράιτ θά ἐπισκεφθῇ τό Κάιρον. ΠΕΡΘ, Αὐστραλία, 22 (Ρόυτερ).— Οἱ ναῦται τοῦ "Τάναϊς" ἐπιστρέφουν. ΤΕΛ ΑΒΙΒ, 22.— Ὁ ὑπουργός Οἰκονομικῶν ἀνέφερε τά ὀφέλη τῆς συνεργασίας. (1174, 853, 1564, 919)
article-text: ΛΟΝΔΙΝΟΝ, 22 (Ἀσσ. Πρές).— 43 τυχεροί θά μοιρασθοῦν τό ποσόν τῶν 345.586 στερλινῶν τοῦ ἀγγλικοῦ ποδοσφαιρικοῦ προγνωστικοῦ. (304, 587, 594, 621)
